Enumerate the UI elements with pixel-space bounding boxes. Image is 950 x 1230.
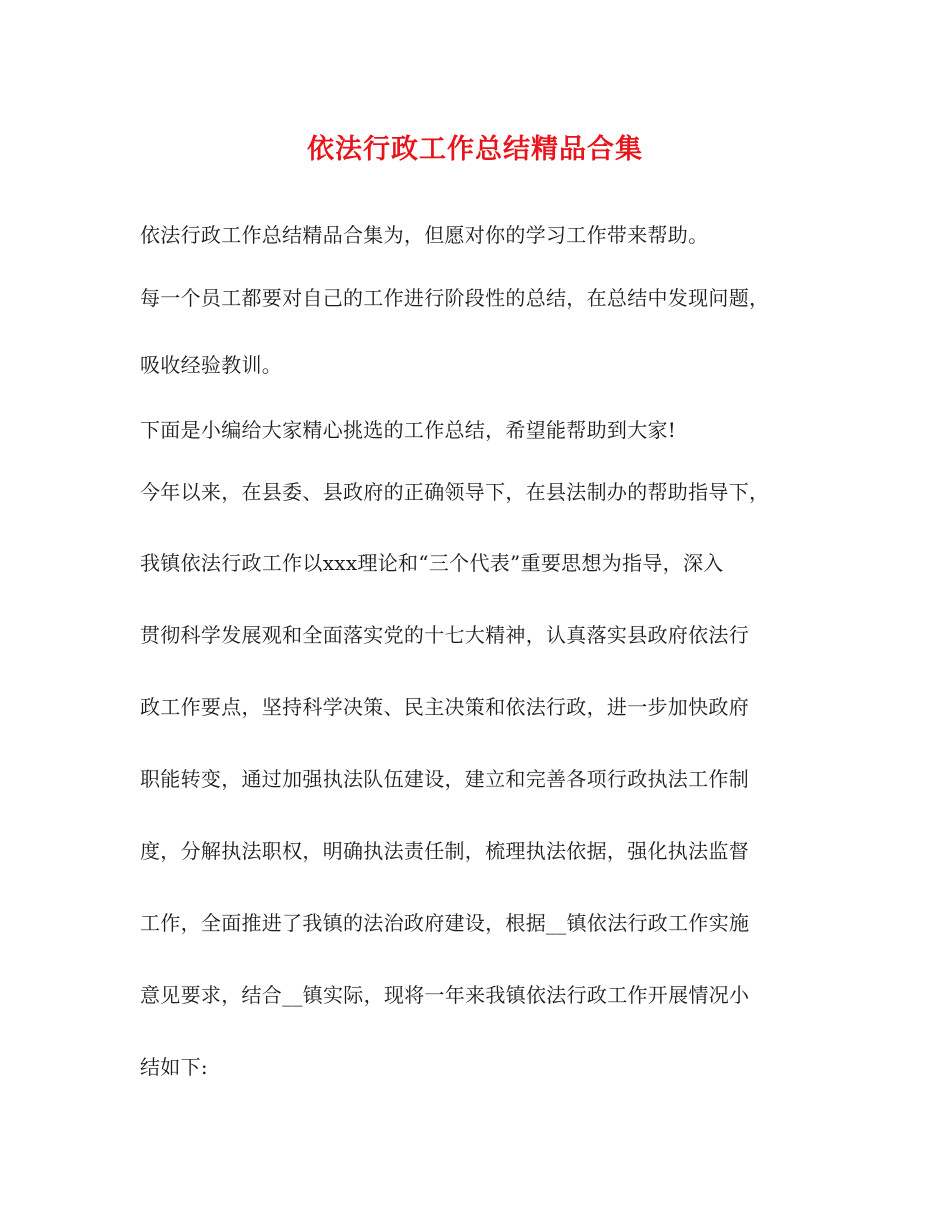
body-line: 意见要求，结合__镇实际，现将一年来我镇依法行政工作开展情况小: [140, 983, 750, 1007]
body-line: 今年以来，在县委、县政府的正确领导下，在县法制办的帮助指导下，: [140, 480, 770, 504]
body-line: 结如下:: [140, 1055, 208, 1079]
body-line: 职能转变，通过加强执法队伍建设，建立和完善各项行政执法工作制: [140, 767, 749, 791]
body-line: 度，分解执法职权，明确执法责任制，梳理执法依据，强化执法监督: [140, 839, 749, 863]
body-line: 吸收经验教训。: [140, 353, 283, 377]
body-line: 工作，全面推进了我镇的法治政府建设，根据__镇依法行政工作实施: [140, 911, 750, 935]
document-title: 依法行政工作总结精品合集: [307, 134, 643, 165]
body-line: 贯彻科学发展观和全面落实党的十七大精神，认真落实县政府依法行: [140, 623, 749, 647]
body-line: 政工作要点，坚持科学决策、民主决策和依法行政，进一步加快政府: [140, 695, 749, 719]
body-line: 每一个员工都要对自己的工作进行阶段性的总结，在总结中发现问题，: [140, 286, 770, 310]
intro-line: 依法行政工作总结精品合集为，但愿对你的学习工作带来帮助。: [140, 223, 709, 247]
body-line: 下面是小编给大家精心挑选的工作总结，希望能帮助到大家!: [140, 418, 677, 442]
body-line: 我镇依法行政工作以xxx理论和“三个代表”重要思想为指导，深入: [140, 551, 724, 575]
